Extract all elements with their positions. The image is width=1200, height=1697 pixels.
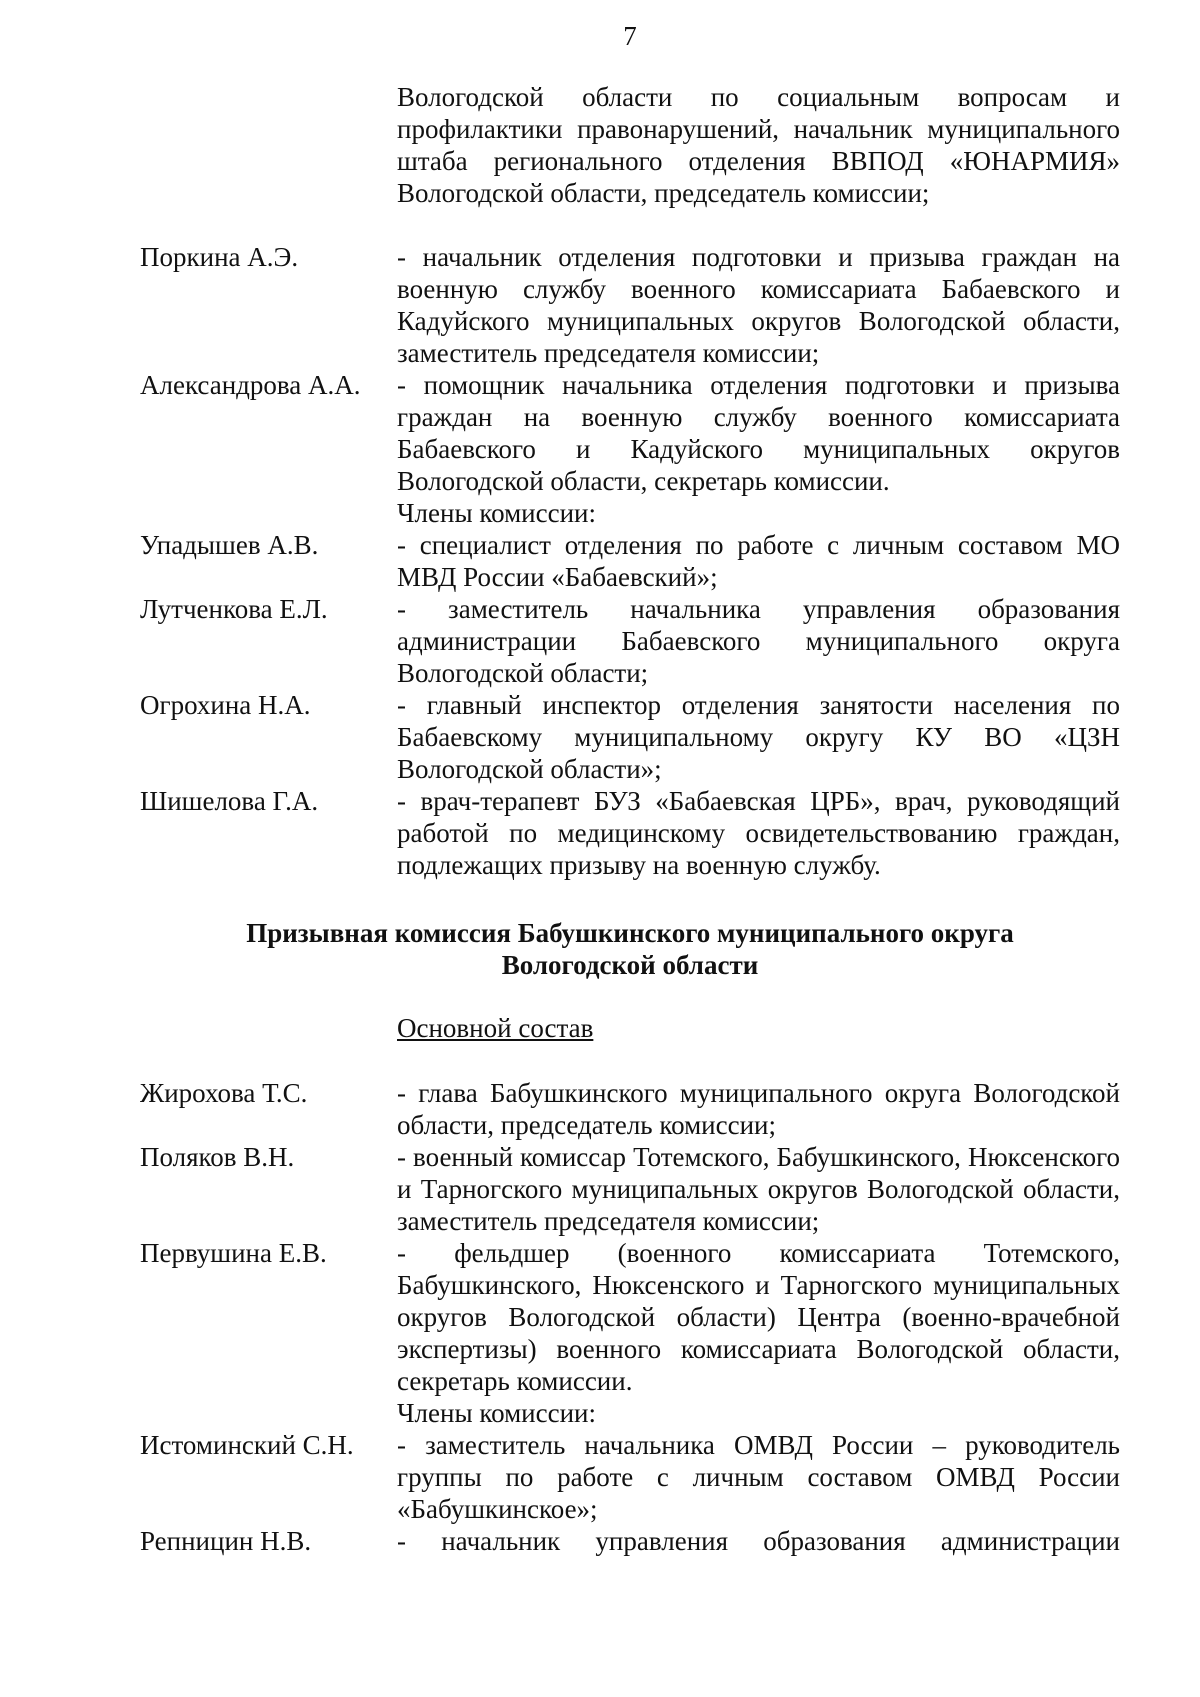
section-heading [140,917,1120,981]
member-name: Первушина Е.В. [140,1238,327,1268]
member-name: Шишелова Г.А. [140,786,319,816]
member-name: Истоминский С.Н. [140,1430,354,1460]
members-label: Члены комиссии: [397,1398,596,1428]
member-row [140,529,1120,593]
member-name: Упадышев А.В. [140,530,319,560]
intro-text: Вологодской области по социальным вопросам и профилактики правонарушений, начальник муниципального штаба регионального отделения ВВПОД «ЮНАРМИЯ» Вологодской области, председатель комиссии; [397,82,1120,208]
member-role: - главный инспектор отделения занятости населения по Бабаевскому муниципальному округу КУ ВО «ЦЗН Вологодской области»; [397,690,1120,784]
subheading: Основной состав [397,1013,594,1043]
member-row [140,1525,1120,1557]
member-name: Поркина А.Э. [140,242,299,272]
member-name: Репницин Н.В. [140,1526,312,1556]
member-row [140,785,1120,881]
member-name: Александрова А.А. [140,370,361,400]
member-row [140,1429,1120,1525]
member-role: - заместитель начальника управления образования администрации Бабаевского муниципального округа Вологодской области; [397,594,1120,688]
member-row [140,1141,1120,1237]
member-row [140,1237,1120,1397]
member-row [140,1077,1120,1141]
member-role: - помощник начальника отделения подготовки и призыва граждан на военную службу военного комиссариата Бабаевского и Кадуйского муниципальных округов Вологодской области, секретарь комиссии. [397,370,1120,496]
member-name: Лутченкова Е.Л. [140,594,328,624]
member-row [140,689,1120,785]
member-role: - специалист отделения по работе с личным составом МО МВД России «Бабаевский»; [397,530,1120,592]
member-role: - глава Бабушкинского муниципального округа Вологодской области, председатель комиссии; [397,1078,1120,1140]
member-role: - заместитель начальника ОМВД России – руководитель группы по работе с личным составом ОМВД России «Бабушкинское»; [397,1430,1120,1524]
heading-line: Призывная комиссия Бабушкинского муниципального округа [246,918,1014,948]
members-label: Члены комиссии: [397,498,596,528]
page-number: 7 [623,21,637,51]
member-row [140,369,1120,497]
member-row [140,593,1120,689]
member-name: Огрохина Н.А. [140,690,311,720]
member-role: - фельдшер (военного комиссариата Тотемского, Бабушкинского, Нюксенского и Тарногского муниципальных округов Вологодской области) Центра (военно-врачебной экспертизы) военного комиссариата Вологодской области, секретарь комиссии. [397,1238,1120,1396]
member-name: Поляков В.Н. [140,1142,295,1172]
member-role: - врач-терапевт БУЗ «Бабаевская ЦРБ», врач, руководящий работой по медицинскому освидетельствованию граждан, подлежащих призыву на военную службу. [397,786,1120,880]
heading-line: Вологодской области [501,950,759,980]
member-role: - начальник отделения подготовки и призыва граждан на военную службу военного комиссариата Бабаевского и Кадуйского муниципальных округов Вологодской области, заместитель председателя комиссии; [397,242,1120,368]
member-role: - начальник управления образования администрации [397,1526,1120,1556]
member-name: Жирохова Т.С. [140,1078,308,1108]
member-row [140,241,1120,369]
intro-paragraph [397,81,1120,209]
member-role: - военный комиссар Тотемского, Бабушкинского, Нюксенского и Тарногского муниципальных округов Вологодской области, заместитель председателя комиссии; [397,1142,1120,1236]
